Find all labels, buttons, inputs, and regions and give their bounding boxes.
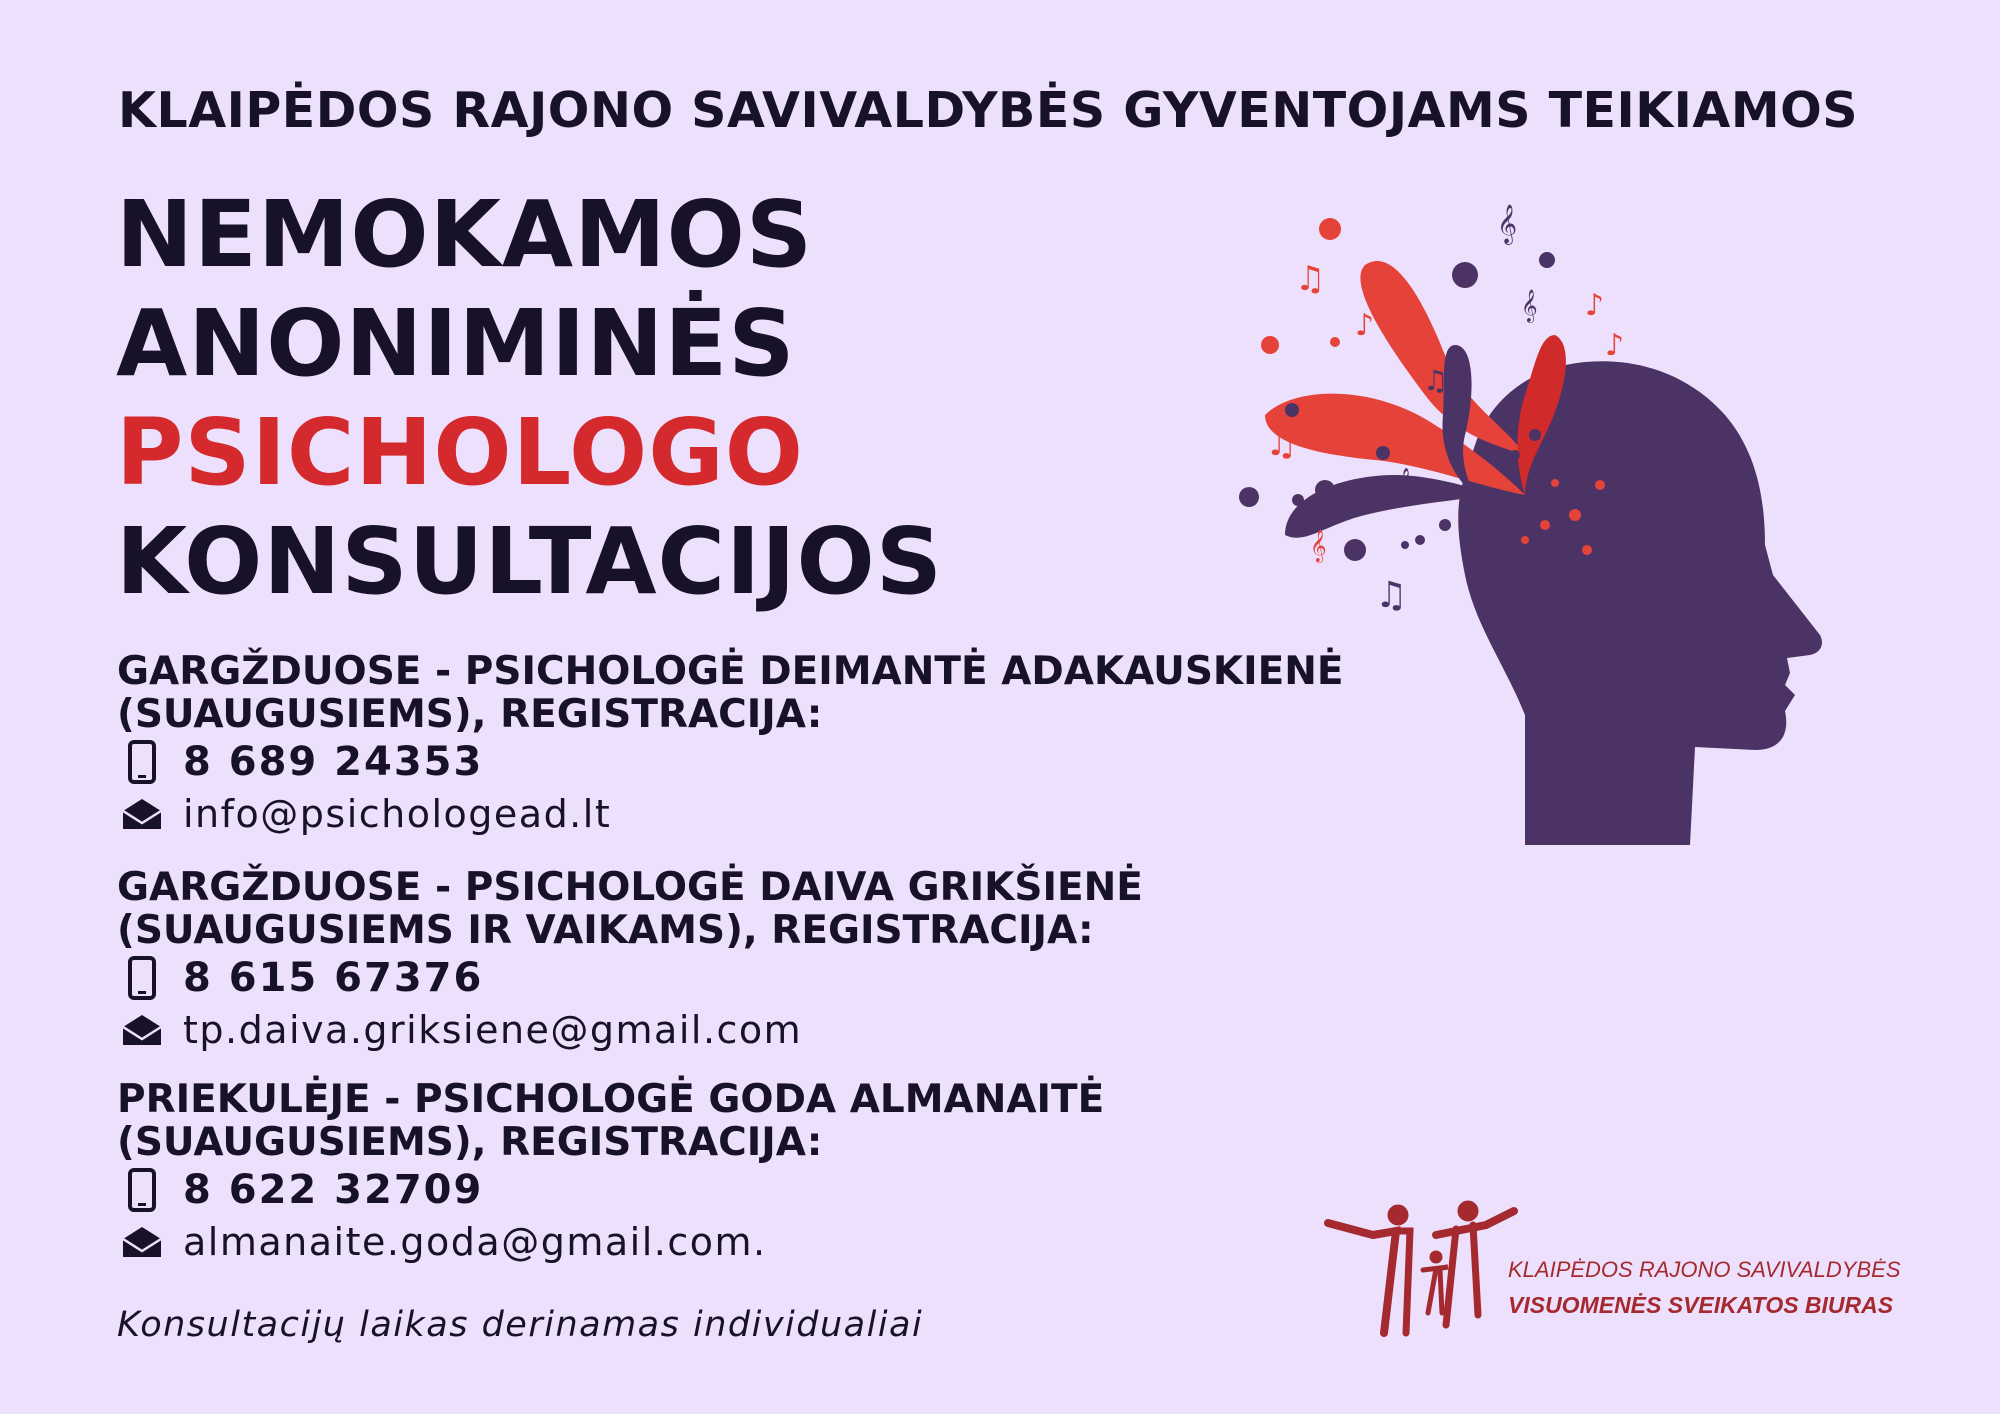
svg-text:♪: ♪ [1605,328,1625,363]
envelope-icon [117,1007,167,1053]
contact-subheading: (SUAUGUSIEMS), REGISTRACIJA: [117,1120,823,1165]
svg-text:𝄞: 𝄞 [1497,204,1518,244]
svg-text:𝄞: 𝄞 [1395,468,1413,503]
phone-row [117,1164,1104,1216]
family-figures-logo-icon [1318,1195,1518,1345]
contact-subheading: (SUAUGUSIEMS), REGISTRACIJA: [117,692,823,737]
logo-line-2: VISUOMENĖS SVEIKATOS BIURAS [1508,1292,1894,1318]
logo [1318,1195,1918,1345]
envelope-icon [117,1219,167,1265]
headline [116,180,943,616]
headline-line-3: PSICHOLOGO [116,399,804,506]
headline-line-1: NEMOKAMOS [116,181,814,288]
svg-text:𝄞: 𝄞 [1521,289,1538,322]
logo-line-1: KLAIPĖDOS RAJONO SAVIVALDYBĖS [1508,1257,1901,1282]
email-row [117,1216,1104,1268]
head-with-music-notes-illustration [1225,195,1865,845]
contact-heading: GARGŽDUOSE - PSICHOLOGĖ DAIVA GRIKŠIENĖ [117,865,1143,910]
email-row [117,788,1344,840]
contact-block-1 [117,650,1344,840]
phone-row [117,952,1143,1004]
phone-number[interactable]: 8 615 67376 [183,955,484,1001]
envelope-icon [117,791,167,837]
svg-text:♫: ♫ [1295,259,1326,299]
email-address[interactable]: info@psichologead.lt [183,792,612,836]
svg-text:♪: ♪ [1585,288,1605,323]
headline-line-4: KONSULTACIJOS [116,508,943,615]
svg-text:♫: ♫ [1375,575,1408,616]
contact-block-3 [117,1078,1104,1268]
contact-block-2 [117,866,1143,1056]
phone-icon [117,1167,167,1213]
svg-text:𝄞: 𝄞 [1310,529,1327,562]
email-address[interactable]: tp.daiva.griksiene@gmail.com [183,1008,803,1052]
phone-number[interactable]: 8 622 32709 [183,1167,484,1213]
phone-icon [117,739,167,785]
phone-icon [117,955,167,1001]
phone-row [117,736,1344,788]
svg-text:♫: ♫ [1423,364,1449,397]
subtitle: KLAIPĖDOS RAJONO SAVIVALDYBĖS GYVENTOJAMS TEIKIAMOS [118,82,1859,139]
email-address[interactable]: almanaite.goda@gmail.com. [183,1220,767,1264]
svg-text:♪: ♪ [1355,308,1375,343]
headline-line-2: ANONIMINĖS [116,290,796,397]
svg-text:♫: ♫ [1265,423,1298,464]
contact-heading: GARGŽDUOSE - PSICHOLOGĖ DEIMANTĖ ADAKAUSKIENĖ [117,649,1344,694]
footer-note: Konsultacijų laikas derinamas individualiai [117,1305,924,1345]
contact-heading: PRIEKULĖJE - PSICHOLOGĖ GODA ALMANAITĖ [117,1077,1105,1122]
phone-number[interactable]: 8 689 24353 [183,739,484,785]
contact-subheading: (SUAUGUSIEMS IR VAIKAMS), REGISTRACIJA: [117,908,1094,953]
email-row [117,1004,1143,1056]
